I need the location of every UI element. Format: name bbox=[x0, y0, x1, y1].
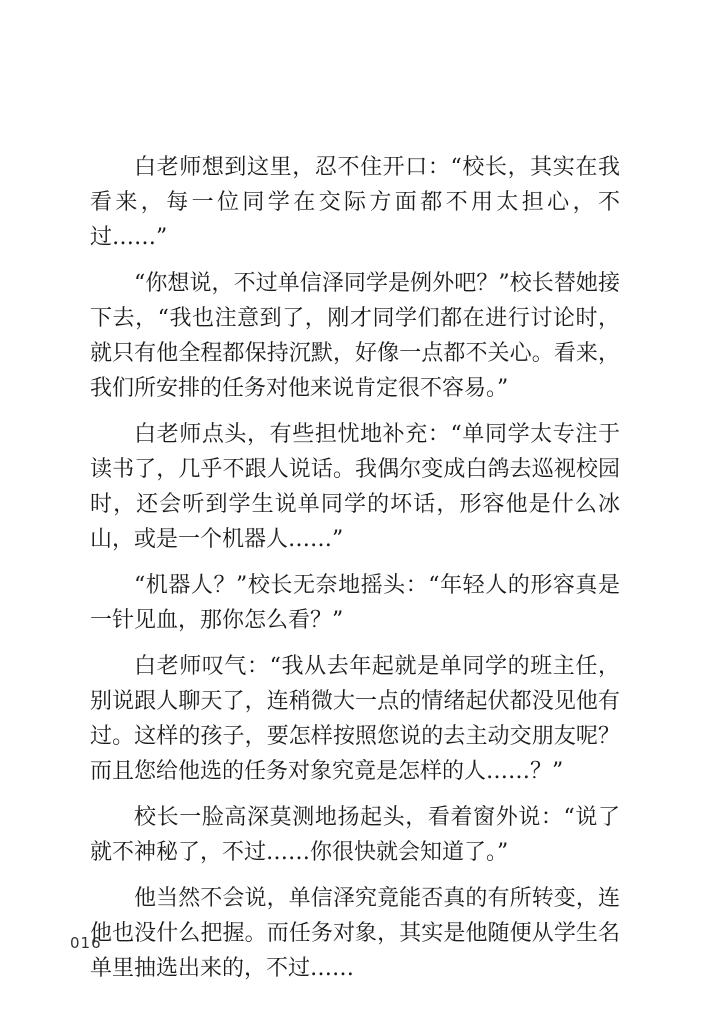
paragraph-6: 校长一脸高深莫测地扬起头，看着窗外说：“说了就不神秘了，不过……你很快就会知道了。” bbox=[90, 805, 620, 865]
paragraph-4: “机器人？”校长无奈地摇头：“年轻人的形容真是一针见血，那你怎么看？” bbox=[90, 573, 620, 633]
paragraph-5: 白老师叹气：“我从去年起就是单同学的班主任，别说跟人聊天了，连稍微大一点的情绪起伏都没见他有过。这样的孩子，要怎样按照您说的去主动交朋友呢？而且您给他选的任务对象究竟是怎样的人……？” bbox=[90, 654, 620, 784]
paragraph-7: 他当然不会说，单信泽究竟能否真的有所转变，连他也没什么把握。而任务对象，其实是他随便从学生名单里抽选出来的，不过…… bbox=[90, 886, 620, 981]
paragraph-1: 白老师想到这里，忍不住开口：“校长，其实在我看来，每一位同学在交际方面都不用太担心，不过……” bbox=[90, 155, 620, 250]
paragraph-2: “你想说，不过单信泽同学是例外吧？”校长替她接下去，“我也注意到了，刚才同学们都在进行讨论时，就只有他全程都保持沉默，好像一点都不关心。看来，我们所安排的任务对他来说肯定很不容易。” bbox=[90, 271, 620, 401]
page-number: 016 bbox=[70, 934, 102, 952]
paragraph-3: 白老师点头，有些担忧地补充：“单同学太专注于读书了，几乎不跟人说话。我偶尔变成白鸽去巡视校园时，还会听到学生说单同学的坏话，形容他是什么冰山，或是一个机器人……” bbox=[90, 422, 620, 552]
body-text bbox=[90, 150, 620, 997]
